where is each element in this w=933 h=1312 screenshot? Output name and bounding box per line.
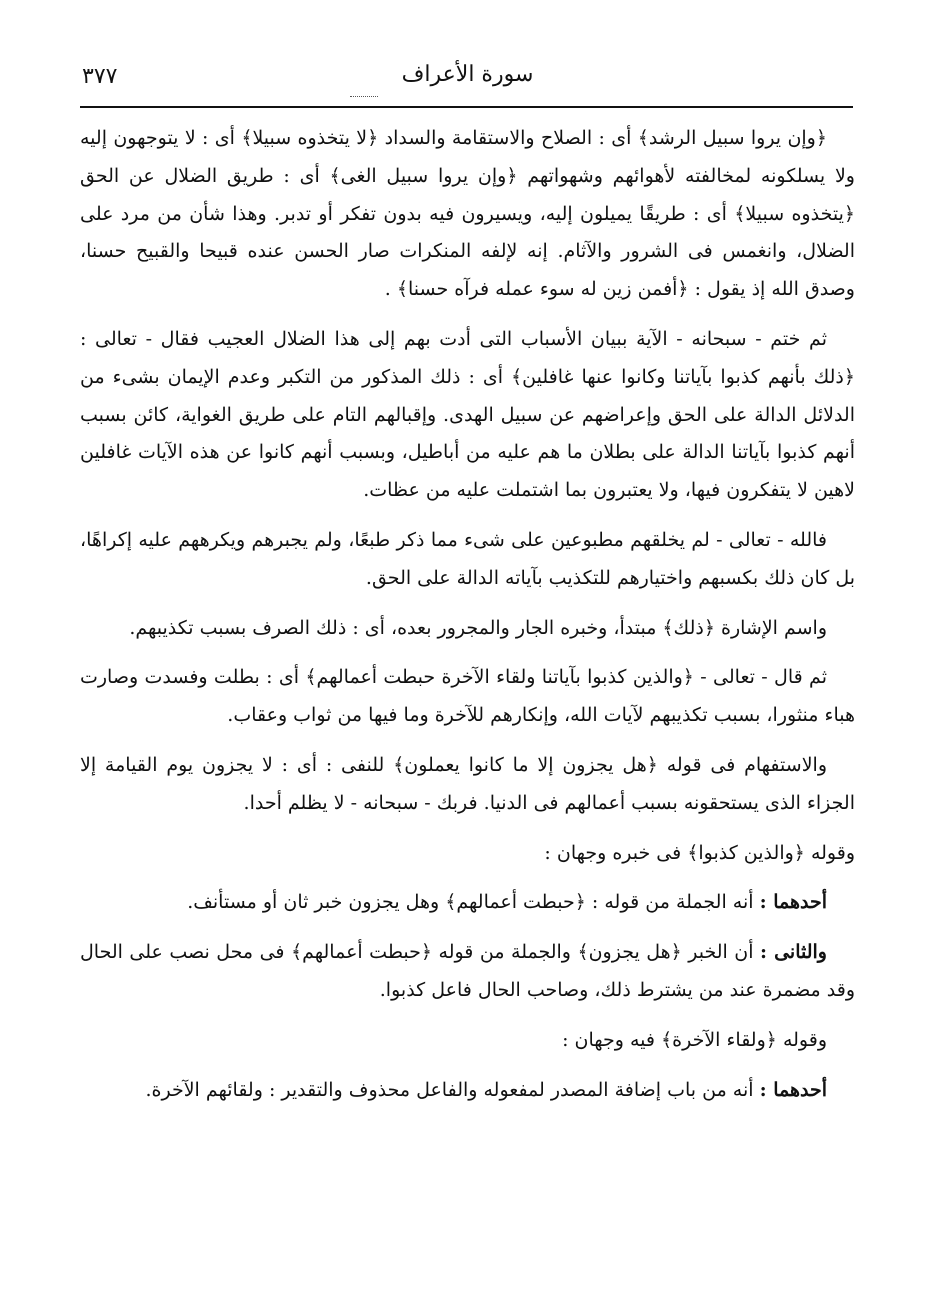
- header-ornament: [350, 90, 378, 97]
- paragraph-text: أنه من باب إضافة المصدر لمفعوله والفاعل محذوف والتقدير : ولقائهم الآخرة.: [145, 1078, 760, 1101]
- paragraph: [80, 884, 855, 922]
- paragraph: [80, 1022, 855, 1060]
- paragraph-lead: أحدهما :: [759, 1078, 827, 1101]
- surah-title: سورة الأعراف: [401, 62, 534, 87]
- paragraph: [80, 659, 855, 735]
- paragraph: [80, 835, 855, 873]
- page-header: [82, 56, 853, 104]
- paragraph-text: فالله - تعالى - لم يخلقهم مطبوعين على شىء مما ذكر طبعًا، ولم يجبرهم ويكرههم عليه إكراهًا، بل كان ذلك بكسبهم واختيارهم للتكذيب بآياته الدالة على الحق.: [80, 528, 855, 589]
- paragraph: [80, 120, 855, 309]
- body-text: [80, 120, 855, 1121]
- paragraph-text: والاستفهام فى قوله ﴿هل يجزون إلا ما كانوا يعملون﴾ للنفى : أى : لا يجزون يوم القيامة إلا الجزاء الذى يستحقونه بسبب أعمالهم فى الدنيا. فربك - سبحانه - لا يظلم أحدا.: [80, 753, 855, 814]
- paragraph-text: واسم الإشارة ﴿ذلك﴾ مبتدأ، وخبره الجار والمجرور بعده، أى : ذلك الصرف بسبب تكذيبهم.: [129, 616, 827, 639]
- paragraph-text: ثم قال - تعالى - ﴿والذين كذبوا بآياتنا ولقاء الآخرة حبطت أعمالهم﴾ أى : بطلت وفسدت وصارت هباء منثورا، بسبب تكذيبهم لآيات الله، وإنكارهم للآخرة وما فيها من ثواب وعقاب.: [80, 666, 855, 727]
- paragraph-lead: أحدهما :: [759, 891, 827, 914]
- page-number: ٣٧٧: [82, 64, 118, 89]
- paragraph: [80, 1072, 855, 1110]
- paragraph-lead: والثانى :: [760, 941, 827, 964]
- header-rule: [80, 106, 853, 108]
- paragraph-text: وقوله ﴿ولقاء الآخرة﴾ فيه وجهان :: [562, 1028, 827, 1051]
- paragraph: [80, 934, 855, 1010]
- paragraph-text: أنه الجملة من قوله : ﴿حبطت أعمالهم﴾ وهل يجزون خبر ثان أو مستأنف.: [187, 891, 760, 914]
- paragraph-text: وقوله ﴿والذين كذبوا﴾ فى خبره وجهان :: [544, 841, 855, 864]
- paragraph-text: ثم ختم - سبحانه - الآية ببيان الأسباب التى أدت بهم إلى هذا الضلال العجيب فقال - تعالى : ﴿ذلك بأنهم كذبوا بآياتنا وكانوا عنها غافلين﴾ أى : ذلك المذكور من التكبر وعدم الإيمان بشىء من الدلائل الدالة على الحق وإعراضهم عن سبيل الهدى. وإقبالهم التام على طريق الغواية، كائن بسبب أنهم كذبوا بآياتنا الدالة على بطلان ما هم عليه من أباطيل، وبسبب أنهم كانوا عن هذه الآيات غافلين لاهين لا يتفكرون فيها، ولا يعتبرون بما اشتملت عليه من عظات.: [80, 327, 855, 502]
- paragraph-text: ﴿وإن يروا سبيل الرشد﴾ أى : الصلاح والاستقامة والسداد ﴿لا يتخذوه سبيلا﴾ أى : لا يتوجهون إليه ولا يسلكونه لمخالفته لأهوائهم وشهواتهم ﴿وإن يروا سبيل الغى﴾ أى : طريق الضلال عن الحق ﴿يتخذوه سبيلا﴾ أى : طريقًا يميلون إليه، ويسيرون فيه بدون تفكر أو تدبر. وهذا شأن من مرد على الضلال، وانغمس فى الشرور والآثام. إنه لإلفه المنكرات صار الحسن عنده قبيحا والقبيح حسنا، وصدق الله إذ يقول : ﴿أفمن زين له سوء عمله فرآه حسنا﴾ .: [80, 127, 855, 301]
- paragraph: [80, 747, 855, 823]
- paragraph: [80, 610, 855, 648]
- paragraph-text: أن الخبر ﴿هل يجزون﴾ والجملة من قوله ﴿حبطت أعمالهم﴾ فى محل نصب على الحال وقد مضمرة عند من يشترط ذلك، وصاحب الحال فاعل كذبوا.: [80, 941, 855, 1001]
- paragraph: [80, 321, 855, 510]
- paragraph: [80, 522, 855, 598]
